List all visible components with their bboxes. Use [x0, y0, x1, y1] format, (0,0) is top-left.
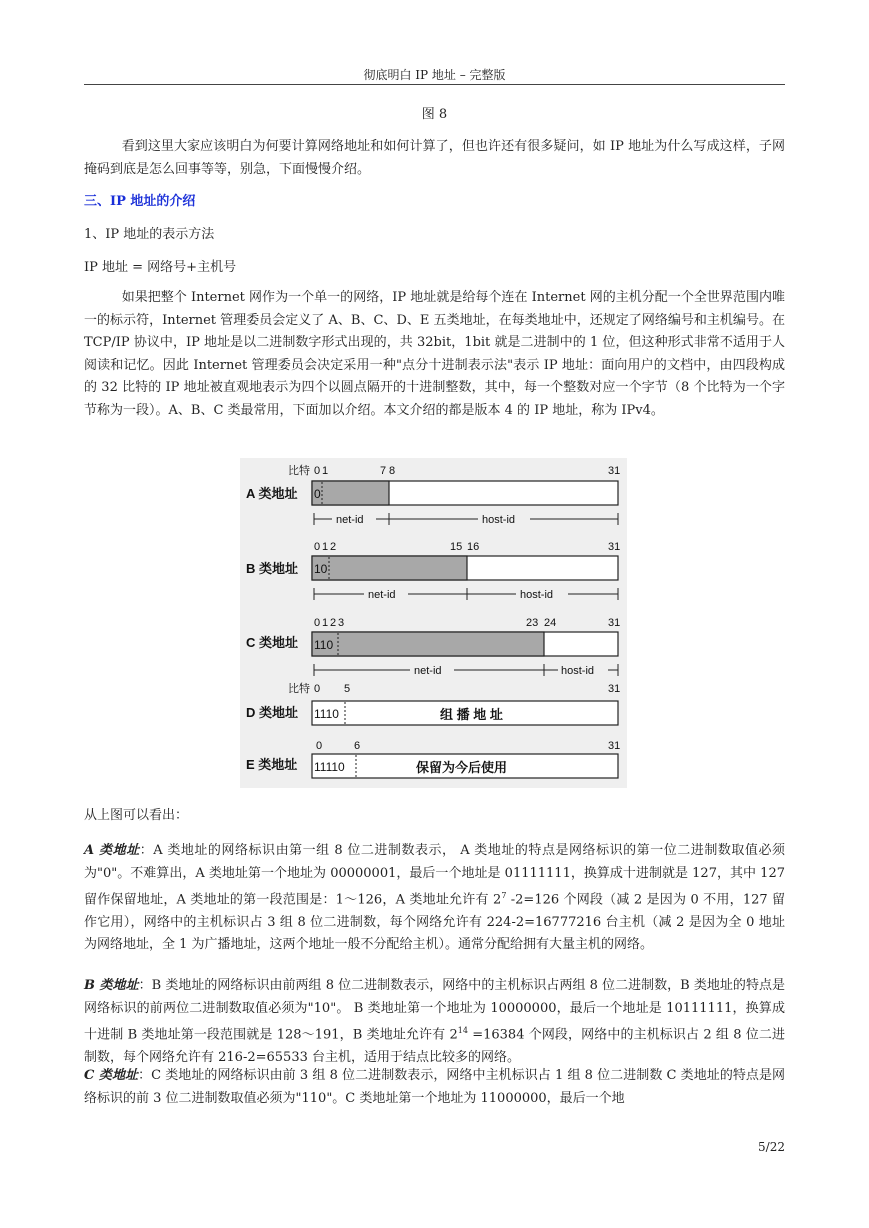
class-b-netid: net-id: [368, 589, 396, 601]
ip-formula: IP 地址 = 网络号+主机号: [84, 260, 237, 275]
d-bit-31: 31: [608, 683, 621, 695]
class-a-prefix: 0: [314, 487, 321, 501]
page-header-title: 彻底明白 IP 地址 – 完整版: [363, 68, 506, 82]
b-bit-1: 1: [322, 541, 329, 553]
class-a-paragraph: [84, 840, 785, 957]
class-a-netid: net-id: [336, 514, 364, 526]
class-a-text-2: -2=126 个网段（减 2 是因为 0 不用，127 留作它用），网络中的主机标识占 3 组 8 位二进制数，每个网络允许有 224-2=16777216 台主机（减 2 是因为全 0 地址为网络地址，全 1 为广播地址，这两个地址一般不分配给主机）。通常分配给拥有大量主机的网络。: [84, 892, 785, 953]
e-bit-6: 6: [354, 740, 361, 752]
class-c-title: C 类地址: [84, 1068, 139, 1083]
class-b-text-2: =16384 个网段，网络中的主机标识占 2 组 8 位二进制数，每个网络允许有 216-2=65533 台主机，适用于结点比较多的网络。: [84, 1027, 785, 1065]
main-paragraph: 如果把整个 Internet 网作为一个单一的网络，IP 地址就是给每个连在 Internet 网的主机分配一个全世界范围内唯一的标示符，Internet 管理委员会定义了 A、B、C、D、E 五类地址，在每类地址中，还规定了网络编号和主机编号。在 TCP/IP 协议中，IP 地址是以二进制数字形式出现的，共 32bit，1bit 就是二进制中的 1 位，但这种形式非常不适用于人阅读和记忆。因此 Internet 管理委员会决定采用一种"点分十进制表示法"表示 IP 地址：面向用户的文档中，由四段构成的 32 比特的 IP 地址被直观地表示为四个以圆点隔开的十进制整数，其中，每一个整数对应一个字节（8 个比特为一个字节称为一段）。A、B、C 类最常用，下面加以介绍。本文介绍的都是版本 4 的 IP 地址，称为 IPv4。: [84, 290, 785, 418]
c-bit-3: 3: [338, 617, 345, 629]
class-a-text-1: ：A 类地址的网络标识由第一组 8 位二进制数表示， A 类地址的特点是网络标识的第一位二进制数取值必须为"0"。不难算出，A 类地址第一个地址为 00000001，最后一个地址是 01111111，换算成十进制就是 127，其中 127 留作保留地址，A 类地址的第一段范围是：1～126，A 类地址允许有 2: [84, 843, 785, 908]
class-a-net-fill: [312, 481, 389, 505]
class-b-text-1: ：B 类地址的网络标识由前两组 8 位二进制数表示，网络中的主机标识占两组 8 位二进制数，B 类地址的特点是网络标识的前两位二进制数取值必须为"10"。 B 类地址第一个地址为 10000000，最后一个地址是 10111111，换算成十进制 B 类地址第一段范围就是 128～191，B 类地址允许有 2: [84, 978, 785, 1043]
c-bit-31: 31: [608, 617, 621, 629]
intro-paragraph: 看到这里大家应该明白为何要计算网络地址和如何计算了，但也许还有很多疑问，如 IP 地址为什么写成这样，子网掩码到底是怎么回事等等，别急，下面慢慢介绍。: [84, 139, 785, 177]
class-e-body: 保留为今后使用: [416, 760, 508, 775]
ip-class-diagram: [240, 458, 627, 788]
a-bit-8: 8: [389, 465, 396, 477]
b-bit-15: 15: [450, 541, 463, 553]
e-bit-31: 31: [608, 740, 621, 752]
class-a-hostid: host-id: [482, 514, 516, 526]
class-c-net-fill: [312, 632, 544, 656]
class-b-prefix: 10: [314, 562, 328, 576]
c-bit-1: 1: [322, 617, 329, 629]
a-bit-7: 7: [380, 465, 387, 477]
section-heading: 三、IP 地址的介绍: [84, 194, 196, 209]
class-d-label: D 类地址: [246, 705, 299, 720]
d-bits-label: 比特: [288, 683, 310, 695]
b-bit-0: 0: [314, 541, 321, 553]
e-bit-0: 0: [316, 740, 323, 752]
class-d-prefix: 1110: [314, 707, 339, 721]
class-b-label: B 类地址: [246, 561, 299, 576]
c-bit-23: 23: [526, 617, 539, 629]
subsection-heading: 1、IP 地址的表示方法: [84, 227, 215, 242]
c-bit-0: 0: [314, 617, 321, 629]
c-bit-2: 2: [330, 617, 337, 629]
b-bit-2: 2: [330, 541, 337, 553]
b-bit-31: 31: [608, 541, 621, 553]
class-b-sup: 14: [457, 1026, 468, 1035]
class-a-sup: 7: [501, 891, 507, 900]
class-c-label: C 类地址: [246, 635, 299, 650]
class-a-label: A 类地址: [246, 486, 298, 501]
a-bit-31: 31: [608, 465, 621, 477]
d-bit-5: 5: [344, 683, 351, 695]
c-bit-24: 24: [544, 617, 557, 629]
class-a-title: A 类地址: [84, 843, 140, 858]
figure-8-caption: 图 8: [421, 107, 448, 122]
class-c-hostid: host-id: [561, 665, 595, 677]
class-b-hostid: host-id: [520, 589, 554, 601]
class-b-net-fill: [312, 556, 467, 580]
b-bit-16: 16: [467, 541, 480, 553]
class-d-body: 组 播 地 址: [440, 707, 503, 722]
from-figure-text: 从上图可以看出：: [84, 808, 189, 823]
class-c-prefix: 110: [314, 638, 334, 652]
class-c-text-1: ：C 类地址的网络标识由前 3 组 8 位二进制数表示，网络中主机标识占 1 组 8 位二进制数 C 类地址的特点是网络标识的前 3 位二进制数取值必须为"110"。C 类地址第一个地址为 11000000，最后一个地: [84, 1068, 786, 1106]
class-e-label: E 类地址: [246, 757, 298, 772]
header-divider: [84, 84, 785, 85]
class-c-netid: net-id: [414, 665, 442, 677]
class-c-paragraph: [84, 1065, 785, 1110]
page-number: 5/22: [758, 1140, 785, 1154]
d-bit-0: 0: [314, 683, 321, 695]
a-bits-label: 比特: [288, 465, 310, 477]
a-bit-1: 1: [322, 465, 329, 477]
class-e-prefix: 11110: [314, 760, 345, 774]
class-b-title: B 类地址: [84, 978, 139, 993]
a-bit-0: 0: [314, 465, 321, 477]
class-b-paragraph: [84, 975, 785, 1069]
